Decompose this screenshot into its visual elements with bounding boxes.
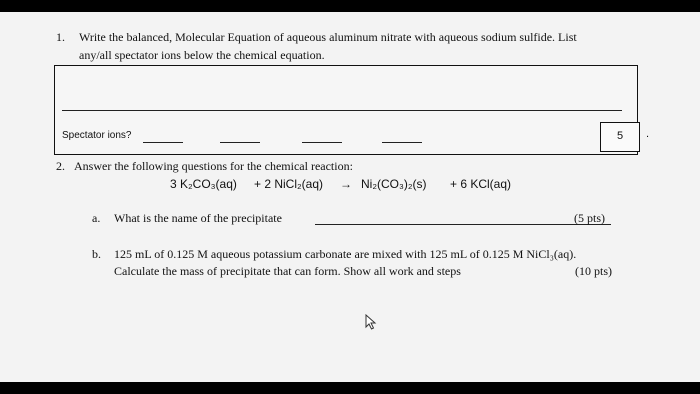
part-a-points: (5 pts) [574, 211, 605, 225]
q1-prompt-line1: Write the balanced, Molecular Equation of aqueous aluminum nitrate with aqueous sodium sulfide. List [79, 30, 577, 44]
q2-intro: Answer the following questions for the chemical reaction: [74, 159, 353, 173]
part-b-line2: Calculate the mass of precipitate that can form. Show all work and steps [114, 264, 461, 278]
part-a-answer-line[interactable] [315, 224, 611, 225]
points-box: 5 [600, 122, 640, 152]
spectator-blank-3[interactable] [302, 142, 342, 143]
spectator-blank-4[interactable] [382, 142, 422, 143]
reactant-nicl2: + 2 NiCl₂(aq) [254, 177, 324, 191]
part-b-letter: b. [92, 247, 101, 261]
spectator-blank-2[interactable] [220, 142, 260, 143]
spectator-blank-1[interactable] [143, 142, 183, 143]
answer-line [62, 110, 622, 111]
product-precipitate: Ni₂(CO₃)₂(s) [361, 177, 427, 191]
product-kcl: + 6 KCl(aq) [450, 177, 512, 191]
part-a-letter: a. [92, 211, 101, 225]
q1-prompt-line2: any/all spectator ions below the chemical equation. [79, 48, 325, 62]
reaction-arrow: → [340, 177, 352, 191]
part-b-line1: 125 mL of 0.125 M aqueous potassium carbonate are mixed with 125 mL of 0.125 M NiCl₃(aq). [114, 247, 577, 261]
spectator-ions-label: Spectator ions? [62, 130, 132, 141]
q2-number: 2. [56, 159, 65, 173]
reactant-k2co3: 3 K₂CO₃(aq) [170, 177, 237, 191]
part-b-points: (10 pts) [575, 264, 612, 278]
part-a-question: What is the name of the precipitate [114, 211, 282, 225]
margin-dot: . [646, 128, 650, 140]
top-border [0, 0, 700, 12]
bottom-border [0, 382, 700, 394]
mouse-pointer-icon [365, 314, 377, 335]
q1-number: 1. [56, 30, 65, 44]
